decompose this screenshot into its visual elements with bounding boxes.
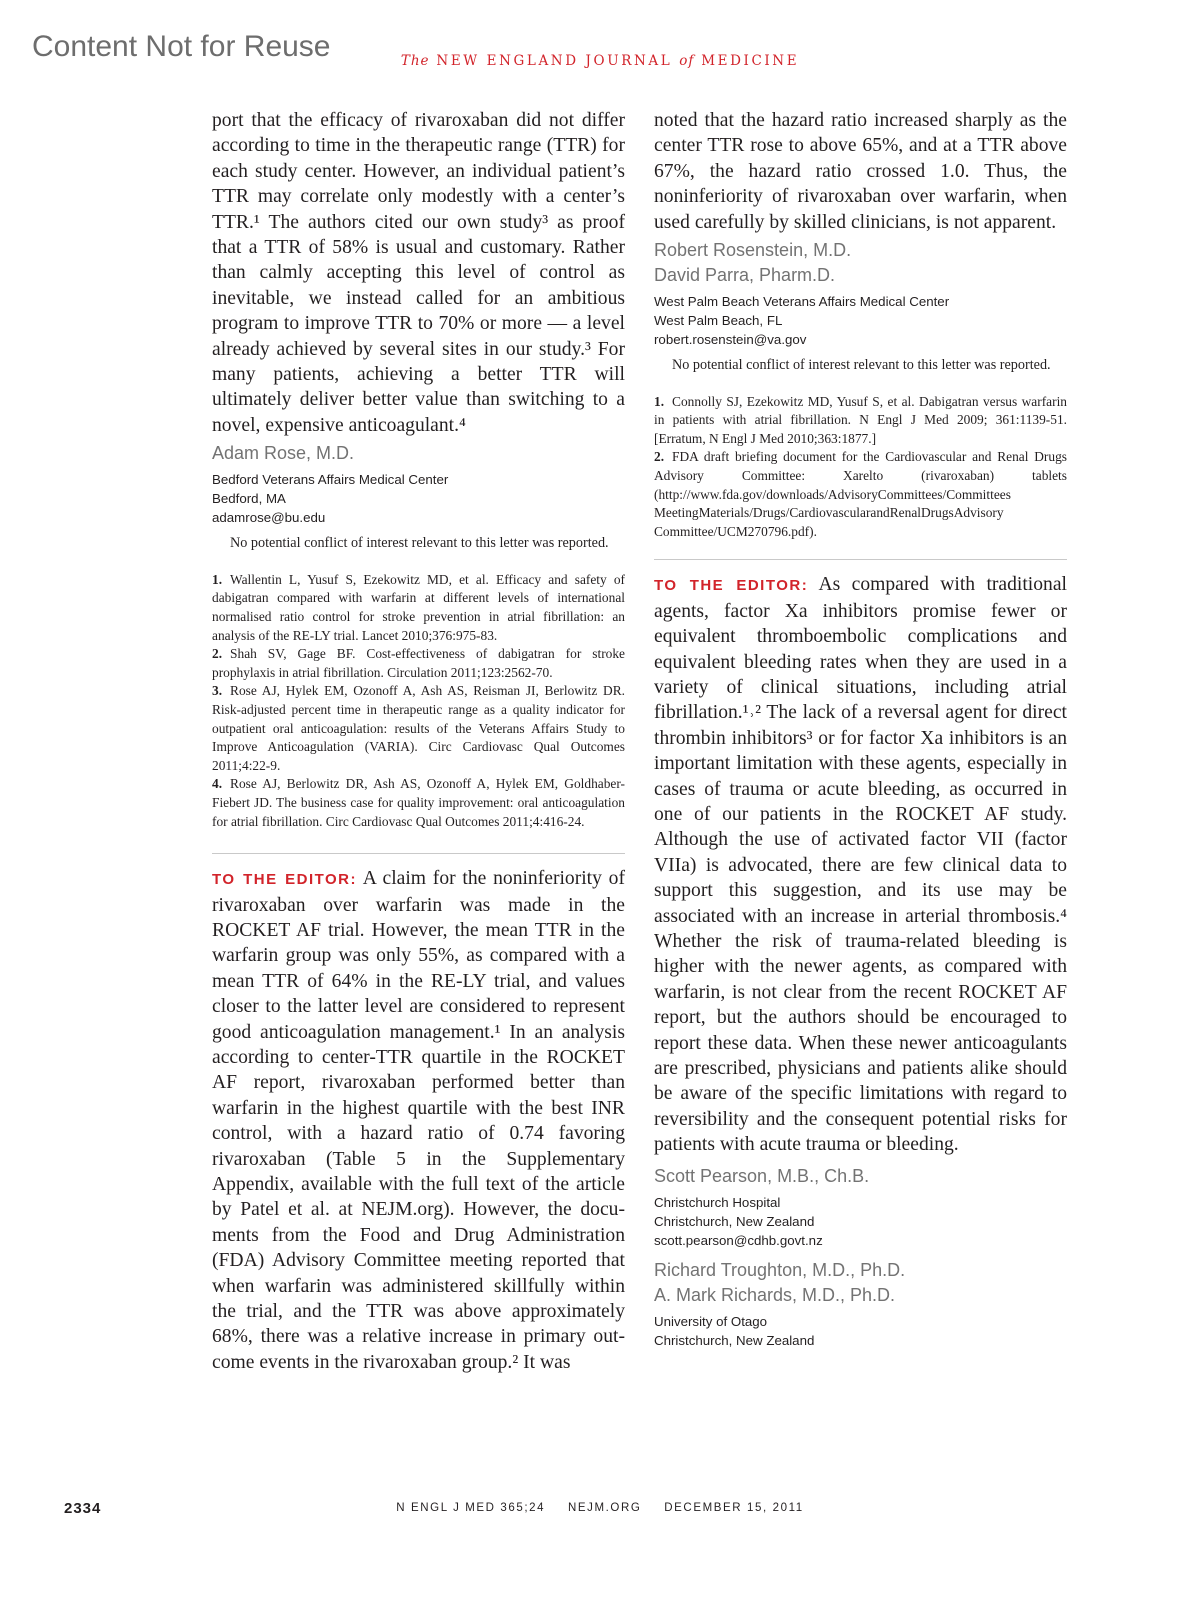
letter3-paragraph xyxy=(654,572,1067,1157)
letter1-affiliation xyxy=(212,470,625,527)
letter3-coauthors xyxy=(654,1258,1067,1308)
author-email: adamrose@bu.edu xyxy=(212,510,326,526)
page-number: 2334 xyxy=(64,1500,102,1517)
letter3-text: As compared with traditional agents, factor Xa inhibitors promise fewer or equivalent thromboembolic complications and equivalent bleeding rates when they are used in a variety of clinical situations, including atrial fibrillation.¹˒² The lack of a reversal agent for direct thrombin inhibitors³ or for factor Xa inhibitors is an important limitation with these agents, especially in cases of trauma or acute bleeding, as occurred in one of our patients in the ROCKET AF study. Although the use of activated factor VII (factor VIIa) is advocated, there are few clinical data to support this suggestion, and its use may be associated with an increase in arterial thrombosis.⁴ Whether the risk of trauma-related bleeding is higher with the newer agents, as compared with warfarin, is not clear from the recent ROCKET AF report, but the authors should be encouraged to report these data. When these newer anticoagulants are prescribed, physicians and patients alike should be aware of the specific limitations with regard to reversibility and the consequent potential risks for patients with acute trauma or bleeding. xyxy=(654,574,1067,1156)
running-header-title: NEW ENGLAND JOURNAL xyxy=(429,53,680,69)
letter-divider xyxy=(212,853,625,854)
letter1-continued-paragraph: port that the efficacy of rivaroxaban did not differ according to time in the therapeutic range (TTR) for each study center. However, an individual patient’s TTR may correlate only modestly with a center’s TTR.¹ The authors cited our own study³ as proof that a TTR of 58% is usual and customary. Rather than calmly accepting this level of control as inevitable, we instead called for an ambitious program to improve TTR to 70% or more — a level already achieved by several sites in our study.³ For many patients, achieving a better TTR will ultimately deliver better value than switching to a novel, expensive anticoagulant.⁴ xyxy=(212,110,625,436)
footer-date: DECEMBER 15, 2011 xyxy=(664,1502,804,1514)
reference-item xyxy=(212,682,625,775)
reference-number: 1. xyxy=(212,571,223,587)
letter3-author: Richard Troughton, M.D., Ph.D. xyxy=(654,1259,906,1280)
reference-text: Rose AJ, Hylek EM, Ozonoff A, Ash AS, Reisman JI, Berlowitz DR. Risk-adjusted percent time in therapeutic range as a quality indicator for outpatient oral anticoagulation: results of the Veterans Affairs Study to Improve Anticoagulation (VARIA). Circ Cardiovasc Qual Outcomes 2011;4:22-9. xyxy=(212,683,625,773)
author-email: scott.pearson@cdhb.govt.nz xyxy=(654,1232,823,1248)
reference-number: 2. xyxy=(212,646,223,662)
letter1-references xyxy=(212,571,625,831)
letter3-author: A. Mark Richards, M.D., Ph.D. xyxy=(654,1284,896,1305)
running-header-of: of xyxy=(679,53,695,69)
letter2-continued-paragraph: noted that the hazard ratio increased sharply as the center TTR rose to above 65%, and at a TTR above 67%, the hazard ratio crossed 1.0. Thus, the noninferiority of rivaroxaban over warfarin, when used carefully by skilled clinicians, is not apparent. xyxy=(654,110,1067,233)
page-footer xyxy=(0,1502,1200,1514)
affiliation-line: University of Otago xyxy=(654,1313,768,1329)
letter3-kicker: TO THE EDITOR: xyxy=(654,577,809,595)
letter2-paragraph xyxy=(212,866,625,1375)
letter3-affiliation-2 xyxy=(654,1312,1067,1350)
reference-text: Connolly SJ, Ezekowitz MD, Yusuf S, et al. Dabigatran versus warfarin in patients with atrial fibrillation. N Engl J Med 2009; 361:1139-51. [Erratum, N Engl J Med 2010;363:1877.] xyxy=(654,393,1067,446)
watermark: Content Not for Reuse xyxy=(32,30,331,63)
letter2-text: A claim for the noninferiority of rivaroxaban over warfarin was made in the ROCKET AF trial. However, the mean TTR in the warfarin group was only 55%, as compared with a mean TTR of 64% in the RE-LY trial, and values closer to the latter level are considered to represent good anticoagulation management.¹ In an analysis according to center-TTR quartile in the ROCKET AF report, rivaroxaban performed better than warfarin in the highest quartile with the best INR control, with a hazard ratio of 0.74 favoring rivaroxaban (Table 5 in the Supplementary Appendix, available with the full text of the article by Patel et al. at NEJM.org). However, the documents from the Food and Drug Administration (FDA) Advisory Committee meeting reported that when warfarin was administered skillfully within the trial, and the TTR was above approximately 68%, there was a relative increase in primary outcome events in the rivaroxaban group.² It was xyxy=(212,868,626,1373)
reference-number: 2. xyxy=(654,449,665,465)
affiliation-line: West Palm Beach, FL xyxy=(654,313,783,329)
reference-item xyxy=(654,393,1067,449)
reference-item xyxy=(212,775,625,831)
running-header-medicine: MEDICINE xyxy=(694,53,800,69)
reference-number: 1. xyxy=(654,393,665,409)
affiliation-line: Bedford Veterans Affairs Medical Center xyxy=(212,472,449,488)
affiliation-line: West Palm Beach Veterans Affairs Medical Center xyxy=(654,294,950,310)
reference-item xyxy=(212,571,625,645)
affiliation-line: Christchurch, New Zealand xyxy=(654,1332,815,1348)
reference-item xyxy=(654,448,1067,541)
letter3-author: Scott Pearson, M.B., Ch.B. xyxy=(654,1165,870,1186)
reference-item xyxy=(212,645,625,682)
reference-number: 3. xyxy=(212,683,223,699)
reference-text: Wallentin L, Yusuf S, Ezekowitz MD, et al. Efficacy and safety of dabigatran compared with warfarin at different levels of international normalised ratio control for stroke prevention in atrial fibrillation: an analysis of the RE-LY trial. Lancet 2010;376:975-83. xyxy=(212,571,625,643)
letter2-author: David Parra, Pharm.D. xyxy=(654,265,836,286)
running-header xyxy=(0,53,1200,69)
letter2-author: Robert Rosenstein, M.D. xyxy=(654,240,852,261)
reference-text: FDA draft briefing document for the Cardiovascular and Renal Drugs Advisory Committee: Xarelto (rivaroxaban) tablets (http://www.fda.gov/downloads/AdvisoryCommittees/Committees MeetingMaterials/Drugs/CardiovascularandRenalDrugsAdvisory Committee/UCM270796.pdf). xyxy=(654,449,1067,539)
footer-site: NEJM.ORG xyxy=(567,1502,642,1514)
affiliation-line: Christchurch, New Zealand xyxy=(654,1213,815,1229)
right-column xyxy=(654,108,1067,1350)
affiliation-line: Christchurch Hospital xyxy=(654,1194,781,1210)
letter1-author: Adam Rose, M.D. xyxy=(212,443,355,464)
reference-number: 4. xyxy=(212,776,223,792)
letter3-affiliation-1 xyxy=(654,1193,1067,1250)
reference-text: Rose AJ, Berlowitz DR, Ash AS, Ozonoff A, Hylek EM, Goldhaber-Fiebert JD. The business case for quality improvement: oral anticoagulation for atrial fibrillation. Circ Cardiovasc Qual Outcomes 2011;4:416-24. xyxy=(212,776,625,829)
letter2-affiliation xyxy=(654,292,1067,349)
author-email: robert.rosenstein@va.gov xyxy=(654,332,807,348)
letter2-authors xyxy=(654,238,1067,288)
running-header-the: The xyxy=(400,53,430,69)
footer-journal: N ENGL J MED 365;24 xyxy=(396,1502,546,1514)
reference-text: Shah SV, Gage BF. Cost-effectiveness of dabigatran for stroke prophylaxis in atrial fibrillation. Circulation 2011;123:2562-70. xyxy=(212,646,625,680)
letter-divider xyxy=(654,559,1067,560)
affiliation-line: Bedford, MA xyxy=(212,491,286,507)
letter1-conflict-statement: No potential conflict of interest relevant to this letter was reported. xyxy=(230,535,609,552)
left-column xyxy=(212,108,625,1375)
letter2-conflict-statement: No potential conflict of interest relevant to this letter was reported. xyxy=(672,357,1051,374)
letter2-references xyxy=(654,393,1067,542)
letter2-kicker: TO THE EDITOR: xyxy=(212,871,358,889)
